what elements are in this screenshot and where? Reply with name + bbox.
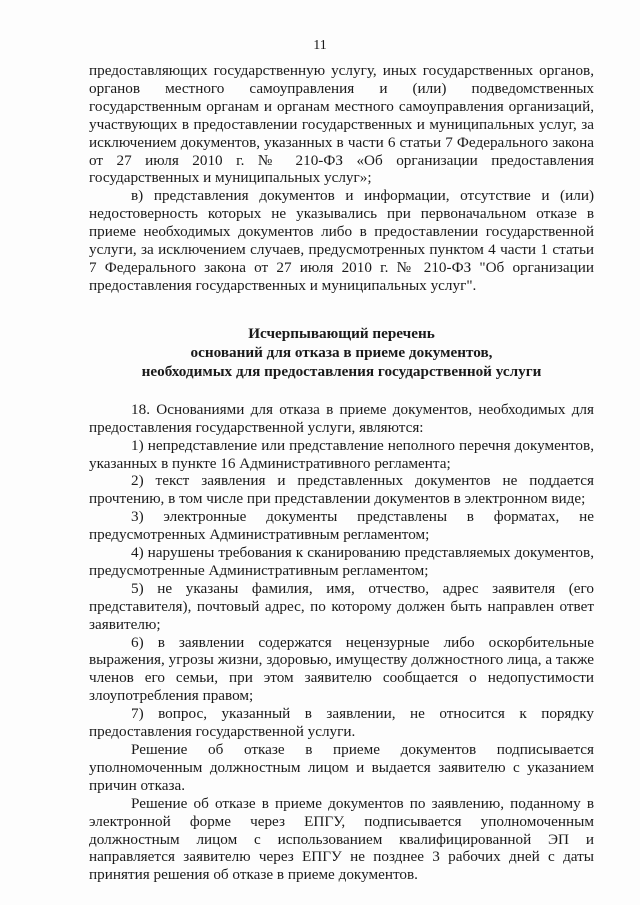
heading-line-1: Исчерпывающий перечень: [248, 324, 435, 342]
paragraph-18-intro: 18. Основаниями для отказа в приеме документов, необходимых для предоставления государственной услуги, являются:: [89, 400, 594, 436]
paragraph-decision-2: Решение об отказе в приеме документов по заявлению, поданному в электронной форме через ЕПГУ, подписывается уполномоченным должностным лицом с использованием квалифицированной ЭП и направляется заявителю через ЕПГУ не позднее 3 рабочих дней с даты принятия решения об отказе в приеме документов.: [89, 794, 594, 884]
ground-item-5: 5) не указаны фамилия, имя, отчество, адрес заявителя (его представителя), почтовый адрес, по которому должен быть направлен ответ заявителю;: [89, 579, 594, 633]
document-body: [89, 62, 594, 884]
heading-line-3: необходимых для предоставления государственной услуги: [141, 362, 542, 380]
paragraph-continuation: предоставляющих государственную услугу, иных государственных органов, органов местного самоуправления и (или) подведомственных государственным органам и органам местного самоуправления организаций, участвующих в предоставлении государственных и муниципальных услуг, за исключением документов, указанных в части 6 статьи 7 Федерального закона от 27 июля 2010 г. № 210-ФЗ «Об организации предоставления государственных и муниципальных услуг»;: [89, 62, 594, 187]
ground-item-7: 7) вопрос, указанный в заявлении, не относится к порядку предоставления государственной услуги.: [89, 705, 594, 741]
paragraph-item-v: в) представления документов и информации, отсутствие и (или) недостоверность которых не указывались при первоначальном отказе в приеме необходимых документов либо в предоставлении государственной услуги, за исключением случаев, предусмотренных пунктом 4 части 1 статьи 7 Федерального закона от 27 июля 2010 г. № 210-ФЗ "Об организации предоставления государственных и муниципальных услуг".: [89, 187, 594, 294]
paragraph-decision-1: Решение об отказе в приеме документов подписывается уполномоченным должностным лицом и выдается заявителю с указанием причин отказа.: [89, 741, 594, 794]
ground-item-2: 2) текст заявления и представленных документов не поддается прочтению, в том числе при представлении документов в электронном виде;: [89, 472, 594, 508]
ground-item-1: 1) непредставление или представление неполного перечня документов, указанных в пункте 16 Административного регламента;: [89, 436, 594, 472]
ground-item-3: 3) электронные документы представлены в форматах, не предусмотренных Административным регламентом;: [89, 508, 594, 544]
ground-item-6: 6) в заявлении содержатся нецензурные либо оскорбительные выражения, угрозы жизни, здоровью, имуществу должностного лица, а также членов его семьи, при этом заявителю сообщается о недопустимости злоупотребления правом;: [89, 633, 594, 705]
page-number: 11: [313, 38, 327, 53]
ground-item-4: 4) нарушены требования к сканированию представляемых документов, предусмотренные Административным регламентом;: [89, 544, 594, 579]
section-heading: [89, 324, 594, 381]
heading-line-2: оснований для отказа в приеме документов,: [190, 343, 493, 361]
